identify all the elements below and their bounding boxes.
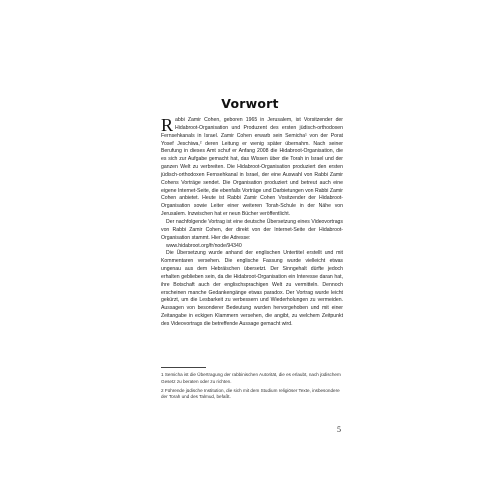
footnote-divider bbox=[161, 367, 206, 368]
paragraph-3: Die Übersetzung wurde anhand der englischen Untertitel erstellt und mit Kommentaren versehen. Die englische Fassung wurde vielleicht etwas ungenau aus dem Hebräischen übersetzt. Der Sinngehalt dürfte jedoch erhalten geblieben sein, da die Hidabroot-Organisation ein Interesse daran hat, ihre Botschaft auch der englischsprachigen Welt zu vermitteln. Dennoch erscheinen manche Gedankengänge etwas paradox. Der Vortrag wurde leicht gekürzt, um die Lesbarkeit zu verbessern und Wiederholungen zu vermeiden. Aussagen von besonderer Bedeutung wurden hervorgehoben und mit einer Zeitangabe in eckigen Klammern versehen, die angibt, zu welchem Zeitpunkt des Videovortrags die betreffende Aussage gemacht wird. bbox=[161, 250, 343, 327]
paragraph-1-text: abbi Zamir Cohen, geboren 1965 in Jerusalem, ist Vorsitzender der Hidabroot-Organisation und Produzent des ersten jüdisch-orthodoxen Fernsehkanals in Israel. Zamir Cohen erwarb sein Semicha¹ von der Porat Yosef Jeschiwa,² deren Leitung er wenig später übernahm. Nach seiner Berufung in dieses Amt schuf er Anfang 2008 die Hidabroot-Organisation, die es sich zur Aufgabe gemacht hat, das Wissen über die Torah in Israel und der ganzen Welt zu verbreiten. Die Hidabroot-Organisation produziert den ersten jüdisch-orthodoxen Fernsehkanal in Israel, der eine Auswahl von Rabbi Zamir Cohens Vorträge sendet. Die Organisation produziert und betreut auch eine eigene Internet-Seite, die ebenfalls Vorträge und Darbietungen von Rabbi Zamir Cohen anbietet. Heute ist Rabbi Zamir Cohen Vositzender der Hidabroot-Organisation sowie Leiter einer weiteren Torah-Schule in der Nähe von Jerusalem. Inzwischen hat er neun Bücher veröffentlicht. bbox=[161, 117, 343, 218]
page-title: Vorwort bbox=[221, 96, 279, 111]
paragraph-1 bbox=[161, 117, 343, 219]
body-text bbox=[161, 117, 343, 329]
drop-cap: R bbox=[161, 115, 174, 135]
footnote-1: 1 Semicha ist die Übertragung der rabbinischen Autorität, die es erlaubt, nach jüdischem Gesetz zu beraten oder zu richten. bbox=[161, 372, 341, 384]
hidabroot-url: www.hidabroot.org/fr/node/94340 bbox=[166, 242, 242, 249]
footnotes bbox=[161, 372, 343, 403]
paragraph-2: Der nachfolgende Vortrag ist eine deutsche Übersetzung eines Videovortrags von Rabbi Zamir Cohen, der direkt von der Internet-Seite der Hidabroot-Organisation stammt. Hier die Adresse: bbox=[161, 218, 343, 241]
footnote-2: 2 Führende jüdische Institution, die sich mit dem Studium religiöser Texte, insbesondere der Torah und des Talmud, befaßt. bbox=[161, 387, 340, 400]
page-number: 5 bbox=[337, 425, 341, 434]
